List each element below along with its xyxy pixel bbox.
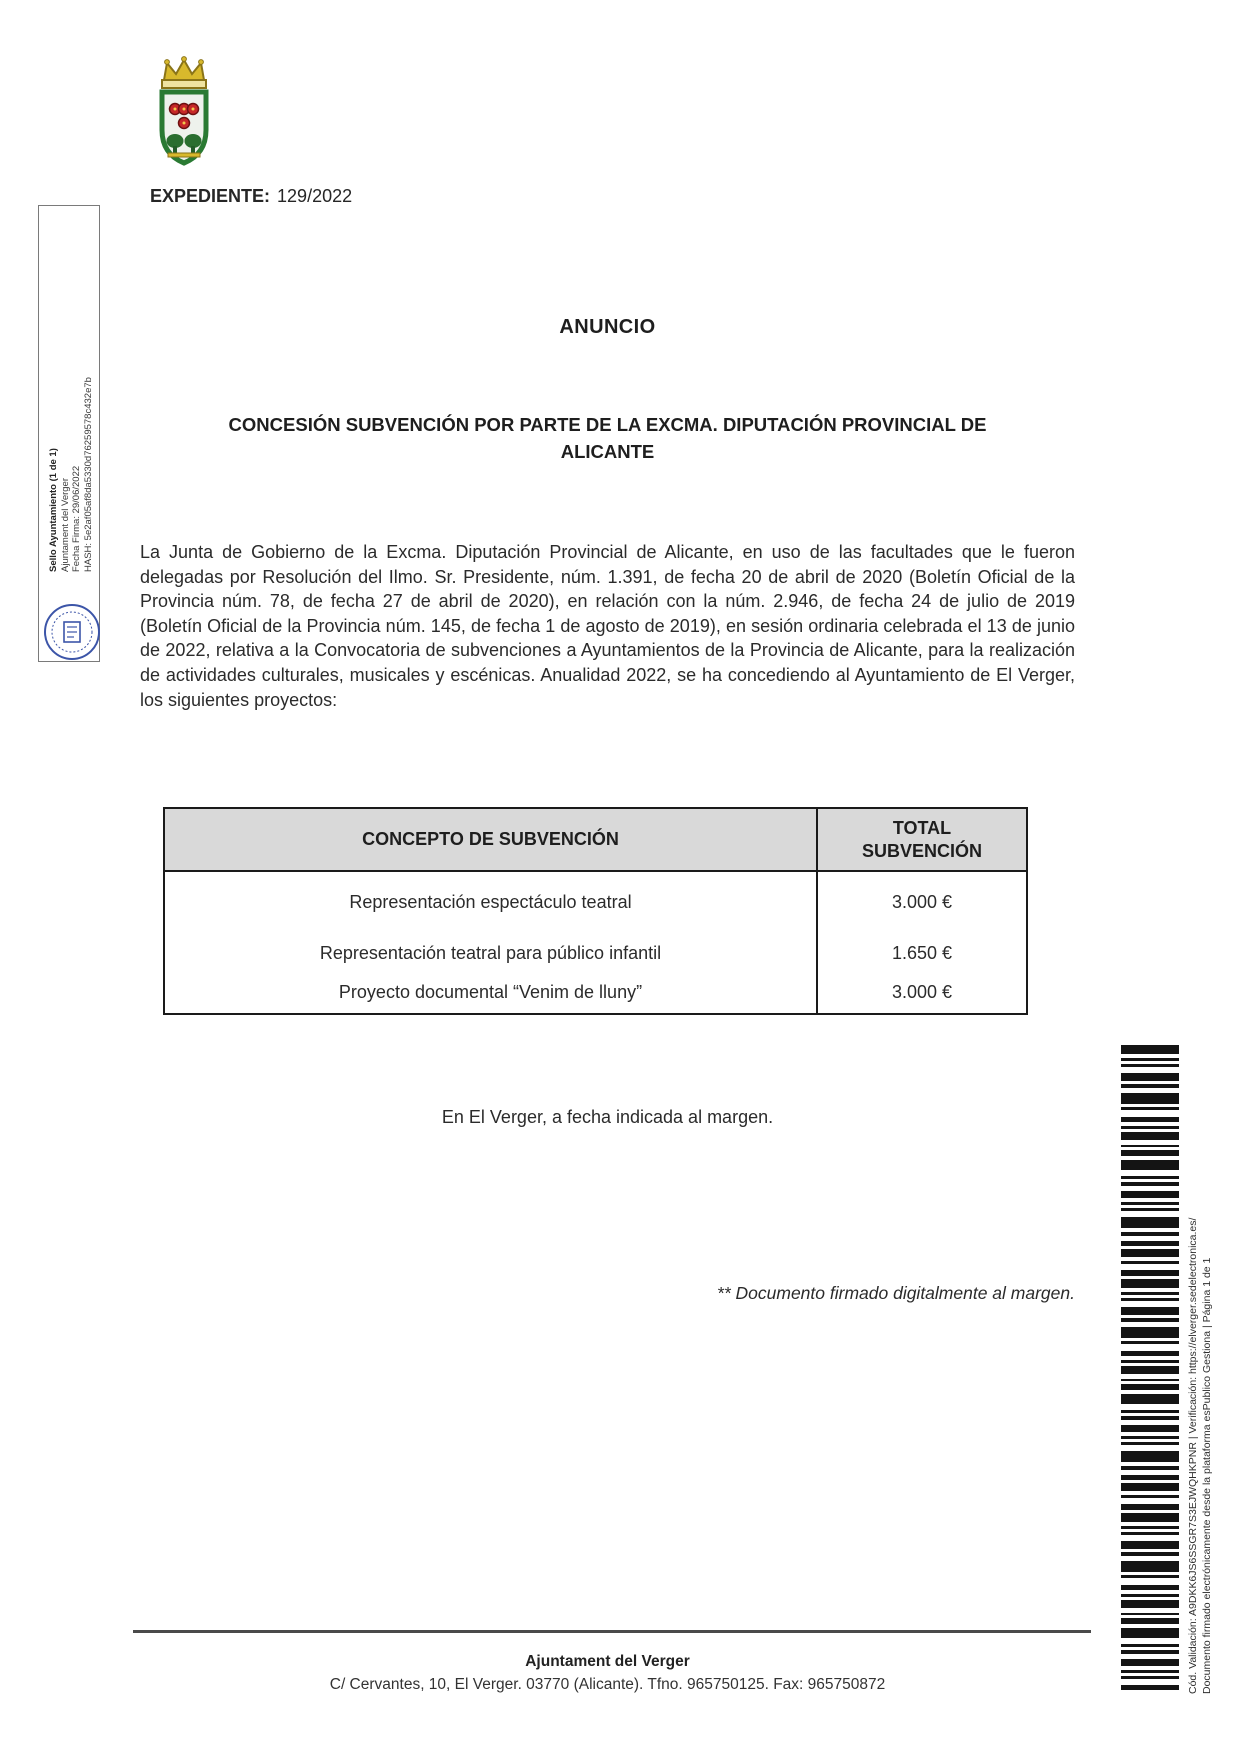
row-total: 1.650 € bbox=[891, 943, 953, 963]
expediente-label: EXPEDIENTE: bbox=[150, 186, 271, 206]
seal-title: Sello Ayuntamiento (1 de 1) bbox=[48, 448, 59, 572]
row-concept: Representación espectáculo teatral bbox=[164, 871, 817, 914]
footer-divider bbox=[133, 1630, 1091, 1633]
announcement-body: La Junta de Gobierno de la Excma. Diputación Provincial de Alicante, en uso de las facultades que le fueron delegadas por Resolución del Ilmo. Sr. Presidente, núm. 1.391, de fecha 20 de abril de 2020 (Boletín Oficial de la Provincia núm. 78, de fecha 27 de abril de 2020), en relación con la núm. 2.946, de fecha 24 de julio de 2019 (Boletín Oficial de la Provincia núm. 145, de fecha 1 de agosto de 2019), en sesión ordinaria celebrada el 13 de junio de 2022, relativa a la Convocatoria de subvenciones a Ayuntamientos de la Provincia de Alicante, para la realización de actividades culturales, musicales y escénicas. Anualidad 2022, se ha concediendo al Ayuntamiento de El Verger, los siguientes proyectos: bbox=[140, 542, 1075, 710]
coat-of-arms-icon bbox=[146, 54, 222, 177]
row-concept: Proyecto documental “Venim de lluny” bbox=[164, 965, 817, 1014]
table-row bbox=[164, 871, 1027, 914]
announcement-title: ANUNCIO bbox=[559, 316, 656, 338]
header-total-line1: TOTAL bbox=[892, 817, 952, 838]
verification-platform-line: Documento firmado electrónicamente desde la plataforma esPublico Gestiona | Página 1 de 1 bbox=[1200, 1257, 1213, 1694]
row-total: 3.000 € bbox=[891, 892, 953, 912]
announcement-heading-line1: CONCESIÓN SUBVENCIÓN POR PARTE DE LA EXCMA. DIPUTACIÓN PROVINCIAL DE bbox=[228, 414, 987, 435]
subvention-table bbox=[163, 807, 1028, 1015]
header-total-line2: SUBVENCIÓN bbox=[861, 840, 982, 861]
table-header-row bbox=[164, 808, 1027, 871]
municipal-stamp-icon bbox=[36, 594, 104, 665]
announcement-heading-line2: ALICANTE bbox=[560, 441, 655, 462]
seal-org: Ajuntament del Verger bbox=[59, 477, 71, 572]
announcement-heading bbox=[140, 411, 1075, 465]
row-concept: Representación teatral para público infantil bbox=[164, 914, 817, 965]
seal-hash: HASH: 5e2af05af8da5330d76259578c432e7b bbox=[82, 377, 94, 572]
digital-seal-text bbox=[48, 220, 94, 572]
expediente-value: 129/2022 bbox=[277, 186, 353, 206]
seal-date: Fecha Firma: 29/06/2022 bbox=[71, 465, 82, 572]
verification-strip bbox=[1187, 1034, 1214, 1694]
expediente-line bbox=[150, 186, 352, 207]
footer-address: C/ Cervantes, 10, El Verger. 03770 (Alicante). Tfno. 965750125. Fax: 965750872 bbox=[329, 1676, 886, 1693]
digital-signature-note: ** Documento firmado digitalmente al margen. bbox=[717, 1283, 1075, 1303]
footer-organization: Ajuntament del Verger bbox=[525, 1653, 690, 1670]
barcode bbox=[1121, 1045, 1179, 1690]
table-row bbox=[164, 914, 1027, 965]
header-concepto: CONCEPTO DE SUBVENCIÓN bbox=[164, 808, 817, 871]
verification-validation-line: Cód. Validación: A9DKK6JS6SSGR7S3EJWQHKPNR | Verificación: https://elverger.sedelectronica.es/ bbox=[1187, 1217, 1199, 1694]
header-total bbox=[817, 808, 1027, 871]
row-total: 3.000 € bbox=[891, 982, 953, 1002]
table-row bbox=[164, 965, 1027, 1014]
closing-line: En El Verger, a fecha indicada al margen. bbox=[441, 1107, 774, 1127]
